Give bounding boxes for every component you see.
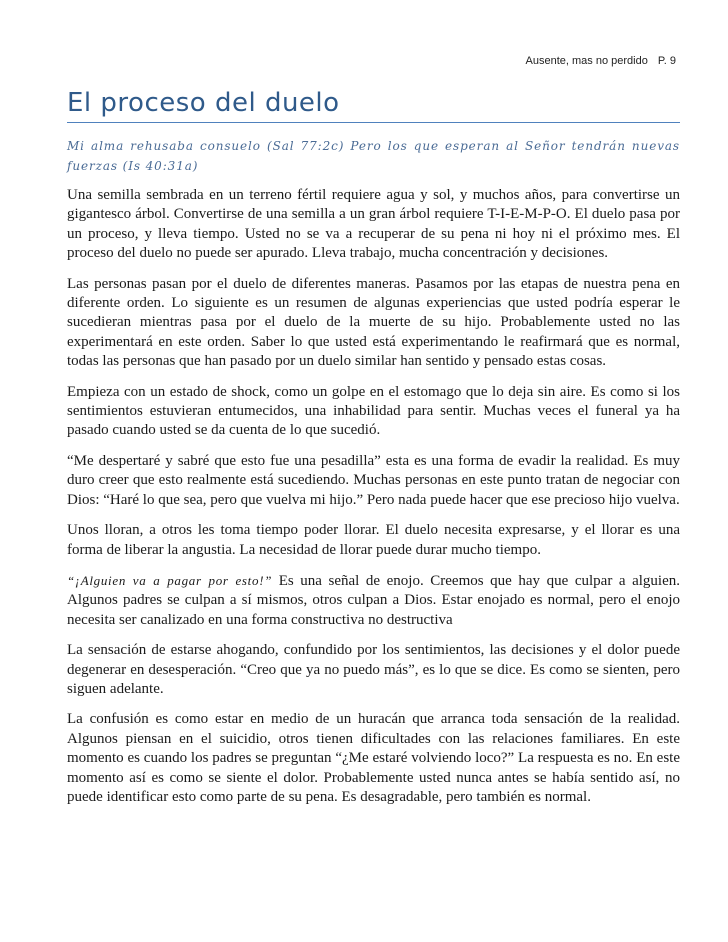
anger-quote: “¡Alguien va a pagar por esto!” [67,572,273,588]
paragraph: Una semilla sembrada en un terreno fértil requiere agua y sol, y muchos años, para convertirse un gigantesco árbol. Convertirse de una semilla a un gran árbol requiere T-I-E-M-P-O. El duelo pasa por un proceso, y lleva tiempo. Usted no se va a recuperar de su pena ni hoy ni el próximo mes. El proceso del duelo no puede ser apurado. Lleva trabajo, mucha concentración y decisiones. [67,187,680,262]
chapter-title: El proceso del duelo [67,88,340,118]
title-underline [67,122,680,123]
paragraph-anger [67,571,680,630]
running-header [526,55,676,67]
paragraph: Las personas pasan por el duelo de diferentes maneras. Pasamos por las etapas de nuestra pena en diferente orden. Lo siguiente es un resumen de algunas experiencias que usted podría esperar le sucedieran mientras pasa por el duelo de la muerte de su hijo. Probablemente usted no las experimentará en este orden. Saber lo que usted está experimentando le reafirmará que es normal, todas las personas que han pasado por un duelo similar han sentido y pensado estas cosas. [67,275,680,370]
paragraph: La confusión es como estar en medio de un huracán que arranca toda sensación de la realidad. Algunos piensan en el suicidio, otros tienen dificultades con las relaciones familiares. En este momento es cuando los padres se preguntan “¿Me estaré volviendo loco?” La respuesta es no. En este momento así es como se siente el dolor. Probablemente usted nunca antes se había sentido así, no puede identificar esto como parte de su pena. Es desagradable, pero también es normal. [67,711,680,805]
paragraph: “Me despertaré y sabré que esto fue una pesadilla” esta es una forma de evadir la realidad. Es muy duro creer que esto realmente está sucediendo. Muchas personas en este punto tratan de negociar con Dios: “Haré lo que sea, pero que vuelva mi hijo.” Pero nada puede hacer que ese precioso hijo vuelva. [67,452,680,508]
paragraph: Empieza con un estado de shock, como un golpe en el estomago que lo deja sin aire. Es como si los sentimientos estuvieran entumecidos, una inhabilidad para sentir. Muchas veces el funeral ya ha pasado cuando usted se da cuenta de lo que sucedió. [67,383,680,439]
body-text [67,186,680,818]
running-title: Ausente, mas no perdido [525,55,648,67]
epigraph: Mi alma rehusaba consuelo (Sal 77:2c) Pero los que esperan al Señor tendrán nuevas fuerzas (Is 40:31a) [67,139,680,173]
anger-text: Es una señal de enojo. Creemos que hay que culpar a alguien. Algunos padres se culpan a sí mismos, otros culpan a Dios. Estar enojado es normal, pero el enojo necesita ser canalizado en una forma constructiva no destructiva [67,572,681,628]
paragraph: La sensación de estarse ahogando, confundido por los sentimientos, las decisiones y el dolor puede degenerar en desesperación. “Creo que ya no puedo más”, es lo que se dice. Es como se sienten, pero siguen adelante. [67,642,680,697]
page-number: P. 9 [657,55,676,67]
paragraph: Unos lloran, a otros les toma tiempo poder llorar. El duelo necesita expresarse, y el llorar es una forma de liberar la angustia. La necesidad de llorar puede durar mucho tiempo. [67,522,680,558]
